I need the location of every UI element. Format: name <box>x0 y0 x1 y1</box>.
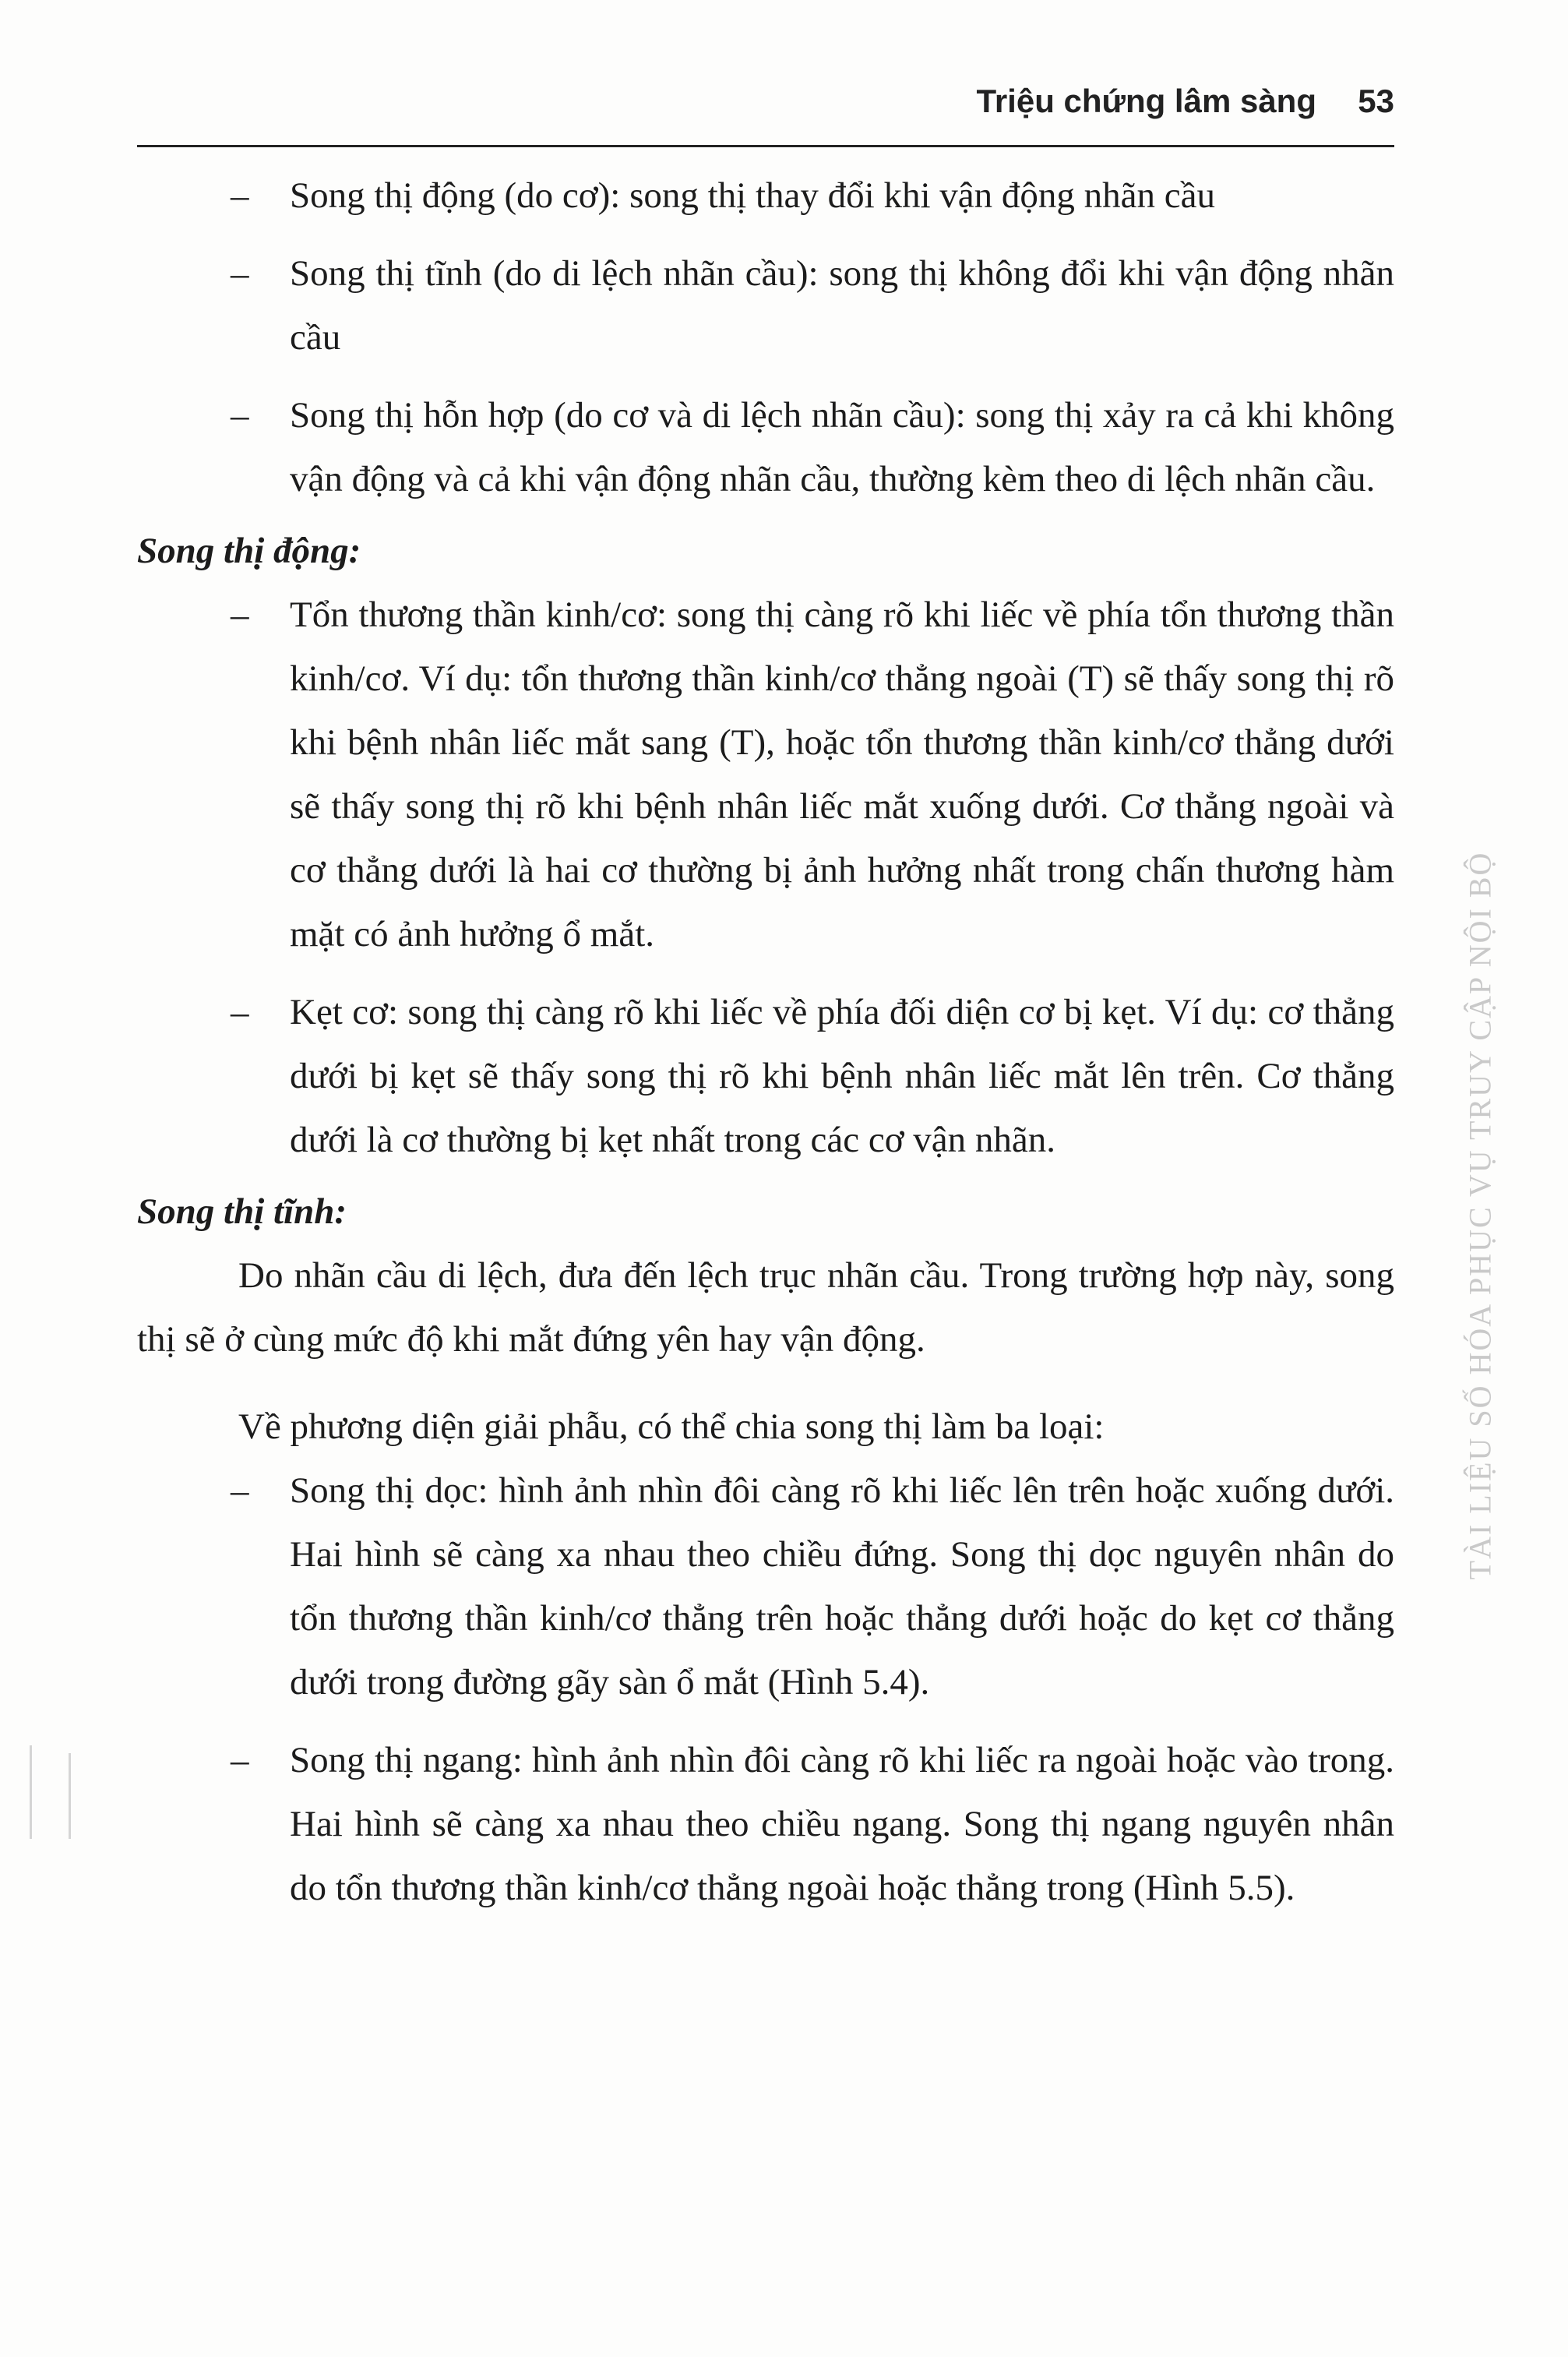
list-item <box>137 164 1394 228</box>
list-item-text: Tổn thương thần kinh/cơ: song thị càng rõ khi liếc về phía tổn thương thần kinh/cơ. Ví dụ: tổn thương thần kinh/cơ thẳng ngoài (T) sẽ thấy song thị rõ khi bệnh nhân liếc mắt sang (T), hoặc tổn thương thần kinh/cơ thẳng dưới sẽ thấy song thị rõ khi bệnh nhân liếc mắt xuống dưới. Cơ thẳng ngoài và cơ thẳng dưới là hai cơ thường bị ảnh hưởng nhất trong chấn thương hàm mặt có ảnh hưởng ổ mắt. <box>290 595 1394 954</box>
page-content <box>137 164 1394 1920</box>
list-item <box>137 383 1394 511</box>
list-item <box>137 980 1394 1172</box>
scan-mark <box>69 1753 71 1839</box>
dash-bullet: – <box>231 1740 249 1780</box>
list-item-text: Song thị động (do cơ): song thị thay đổi khi vận động nhãn cầu <box>290 175 1215 216</box>
dash-bullet: – <box>231 595 249 635</box>
static-paragraph: Do nhãn cầu di lệch, đưa đến lệch trục nhãn cầu. Trong trường hợp này, song thị sẽ ở cùng mức độ khi mắt đứng yên hay vận động. <box>137 1255 1394 1360</box>
list-item <box>137 1459 1394 1714</box>
anatomy-intro: Về phương diện giải phẫu, có thể chia song thị làm ba loại: <box>238 1406 1105 1447</box>
chapter-title: Triệu chứng lâm sàng <box>976 83 1316 119</box>
watermark-text: TÀI LIỆU SỐ HÓA PHỤC VỤ TRUY CẬP NỘI BỘ <box>1462 851 1498 1580</box>
section-heading-static: Song thị tĩnh: <box>137 1191 347 1232</box>
list-item-text: Song thị dọc: hình ảnh nhìn đôi càng rõ khi liếc lên trên hoặc xuống dưới. Hai hình sẽ càng xa nhau theo chiều đứng. Song thị dọc nguyên nhân do tổn thương thần kinh/cơ thẳng trên hoặc thẳng dưới hoặc do kẹt cơ thẳng dưới trong đường gãy sàn ổ mắt (Hình 5.4). <box>290 1470 1394 1702</box>
scan-mark <box>30 1745 32 1839</box>
dash-bullet: – <box>231 395 249 436</box>
list-item-text: Song thị ngang: hình ảnh nhìn đôi càng rõ khi liếc ra ngoài hoặc vào trong. Hai hình sẽ càng xa nhau theo chiều ngang. Song thị ngang nguyên nhân do tổn thương thần kinh/cơ thẳng ngoài hoặc thẳng trong (Hình 5.5). <box>290 1740 1394 1908</box>
dash-bullet: – <box>231 253 249 294</box>
running-header <box>137 75 1394 147</box>
dash-bullet: – <box>231 1470 249 1511</box>
list-item-text: Song thị hỗn hợp (do cơ và di lệch nhãn cầu): song thị xảy ra cả khi không vận động và cả khi vận động nhãn cầu, thường kèm theo di lệch nhãn cầu. <box>290 395 1394 499</box>
section-heading-dynamic: Song thị động: <box>137 531 361 571</box>
list-item <box>137 583 1394 966</box>
dash-bullet: – <box>231 175 249 216</box>
list-item <box>137 1728 1394 1920</box>
dash-bullet: – <box>231 992 249 1032</box>
list-item-text: Song thị tĩnh (do di lệch nhãn cầu): song thị không đổi khi vận động nhãn cầu <box>290 253 1394 358</box>
page-number: 53 <box>1358 83 1394 119</box>
list-item <box>137 242 1394 369</box>
list-item-text: Kẹt cơ: song thị càng rõ khi liếc về phía đối diện cơ bị kẹt. Ví dụ: cơ thẳng dưới bị kẹt sẽ thấy song thị rõ khi bệnh nhân liếc mắt lên trên. Cơ thẳng dưới là cơ thường bị kẹt nhất trong các cơ vận nhãn. <box>290 992 1394 1160</box>
